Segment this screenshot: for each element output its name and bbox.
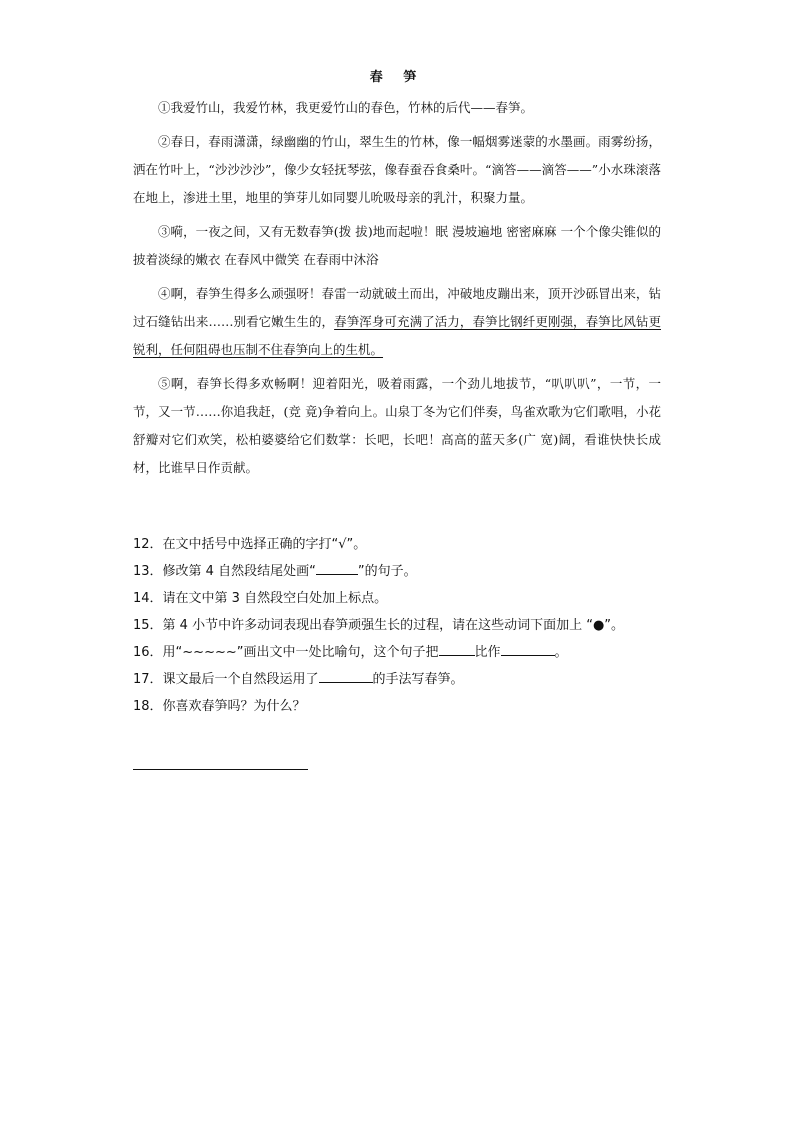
paragraph-4-underlined-sentence: 春笋浑身可充满了活力，春笋比钢纤更刚强，春笋比风钻更锐利，任何阻碍也压制不住春笋向上的生机。 <box>133 314 661 357</box>
reading-passage <box>133 94 661 488</box>
question-16-text-a: 16．用“ <box>133 645 183 660</box>
question-16-blank-1[interactable] <box>439 641 475 656</box>
question-16-text-d: 。 <box>554 645 568 660</box>
question-17-text-b: 的手法写春笋。 <box>372 672 464 687</box>
question-list <box>133 532 673 721</box>
paragraph-3: ③嗬，一夜之间，又有无数春笋(拨 拔)地而起啦！眠 漫坡遍地 密密麻麻 一个个像尖锥似的披着淡绿的嫩衣 在春风中微笑 在春雨中沐浴 <box>133 224 661 267</box>
question-16 <box>133 640 673 666</box>
question-16-text-c: 比作 <box>474 645 501 660</box>
answer-line-18[interactable] <box>133 768 308 770</box>
question-17 <box>133 667 673 693</box>
question-14: 14．请在文中第 3 自然段空白处加上标点。 <box>133 591 388 606</box>
paragraph-2: ②春日，春雨潇潇，绿幽幽的竹山，翠生生的竹林，像一幅烟雾迷蒙的水墨画。雨雾纷扬，洒在竹叶上，“沙沙沙沙”，像少女轻抚琴弦，像春蚕吞食桑叶。“滴答——滴答——”小水珠滚落在地上，渗进土里，地里的笋芽儿如同婴儿吮吸母亲的乳汁，积聚力量。 <box>133 134 661 205</box>
question-13-text-b: ”的句子。 <box>357 564 417 579</box>
paragraph-4 <box>133 280 661 364</box>
question-15: 15．第 4 小节中许多动词表现出春笋顽强生长的过程，请在这些动词下面加上 “●”。 <box>133 618 625 633</box>
question-16-blank-2[interactable] <box>501 641 555 656</box>
question-13-text-a: 13．修改第 4 自然段结尾处画“ <box>133 564 316 579</box>
passage-title: 春 笋 <box>369 70 425 85</box>
question-17-text-a: 17．课文最后一个自然段运用了 <box>133 672 319 687</box>
question-16-text-b: ”画出文中一处比喻句，这个句子把 <box>236 645 439 660</box>
question-18: 18．你喜欢春笋吗？为什么？ <box>133 699 306 714</box>
paragraph-5: ⑤啊，春笋长得多欢畅啊！迎着阳光，吸着雨露，一个劲儿地拔节，“叭叭叭”，一节，一节，又一节……你追我赶，(竞 竟)争着向上。山泉丁冬为它们伴奏，鸟雀欢歌为它们歌唱，小花舒瓣对它们欢笑，松柏婆婆给它们数掌：长吧，长吧！高高的蓝天多(广 宽)阔，看谁快快长成材，比谁早日作贡献。 <box>133 376 661 475</box>
question-16-wave-mark: ~~~~~ <box>182 645 237 660</box>
paragraph-1: ①我爱竹山，我爱竹林，我更爱竹山的春色，竹林的后代——春笋。 <box>158 100 534 115</box>
question-13 <box>133 559 673 585</box>
paragraph-4-start: ④啊，春笋生得多么顽强呀！春雷一动就破土而出，冲破地皮蹦出来，顶开沙砾冒出来，钻过石缝钻出来……别看它嫩生生的， <box>133 286 661 329</box>
question-12: 12．在文中括号中选择正确的字打“√”。 <box>133 537 367 552</box>
question-13-underline-mark <box>316 560 358 575</box>
question-17-blank[interactable] <box>319 668 373 683</box>
